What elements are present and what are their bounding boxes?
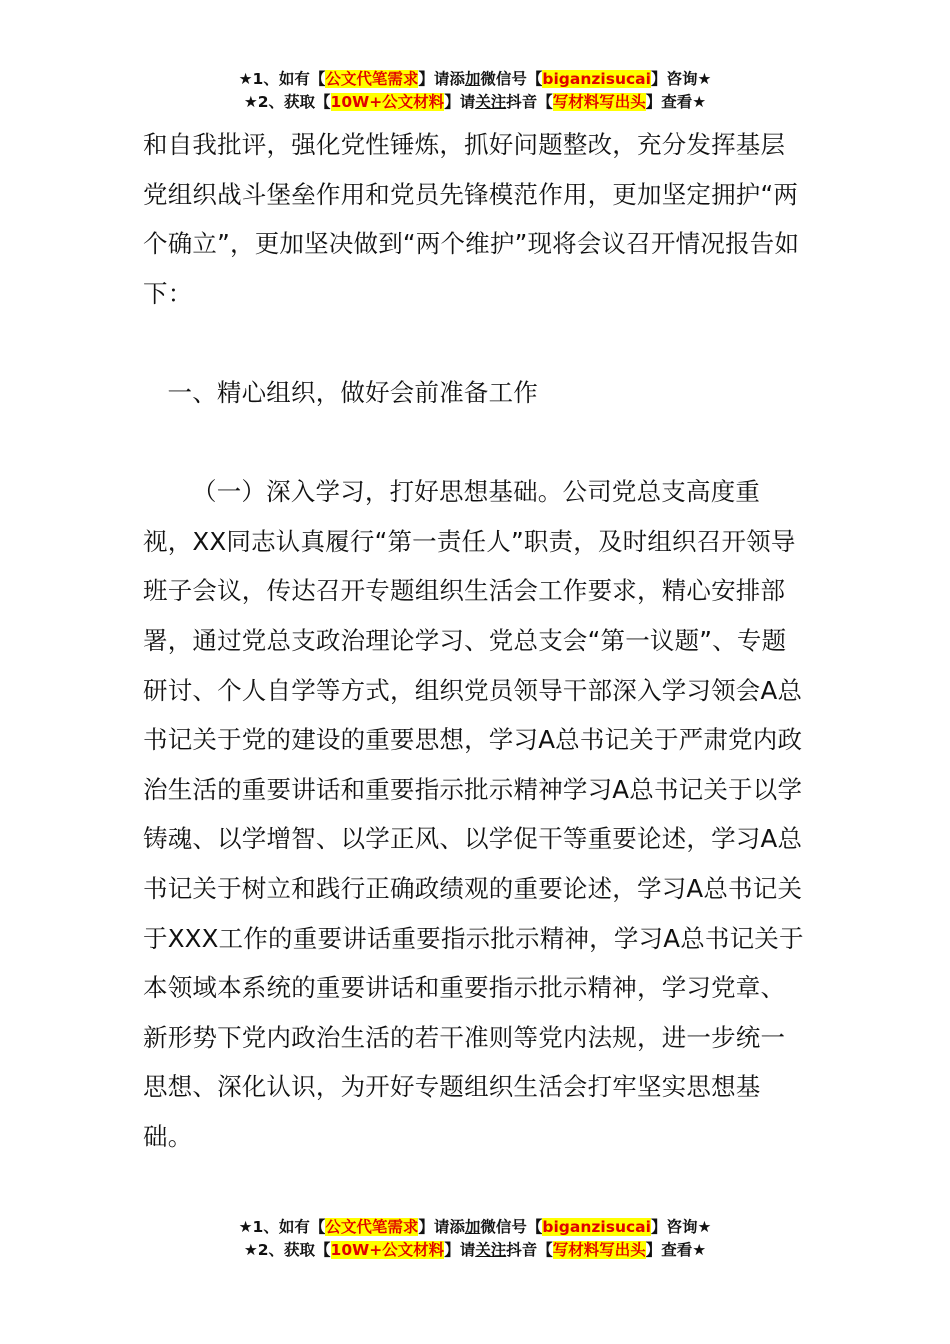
banner-line-2: ★2、获取【10W+公文材料】请关注抖音【写材料写出头】查看★ <box>243 93 707 111</box>
wechat-id-highlight: biganzisucai <box>542 70 651 88</box>
banner-line-1: ★1、如有【公文代笔需求】请添加微信号【biganzisucai】咨询★ <box>238 1218 712 1236</box>
banner-line-1: ★1、如有【公文代笔需求】请添加微信号【biganzisucai】咨询★ <box>238 70 712 88</box>
paragraph-study: （一）深入学习，打好思想基础。公司党总支高度重视，XX同志认真履行“第一责任人”职责，及时组织召开领导班子会议，传达召开专题组织生活会工作要求，精心安排部署，通过党总支政治理论学习、党总支会“第一议题”、专题研讨、个人自学等方式，组织党员领导干部深入学习领会A总书记关于党的建设的重要思想，学习A总书记关于严肃党内政治生活的重要讲话和重要指示批示精神学习A总书记关于以学铸魂、以学增智、以学正风、以学促干等重要论述，学习A总书记关于树立和践行正确政绩观的重要论述，学习A总书记关于XXX工作的重要讲话重要指示批示精神，学习A总书记关于本领域本系统的重要讲话和重要指示批示精神，学习党章、新形势下党内政治生活的若干准则等党内法规，进一步统一思想、深化认识，为开好专题组织生活会打牢坚实思想基础。 <box>143 477 804 1151</box>
material-highlight: 10W+公文材料 <box>330 1241 445 1259</box>
section-heading: 一、精心组织，做好会前准备工作 <box>167 377 538 407</box>
service-highlight: 公文代笔需求 <box>325 1218 419 1236</box>
service-highlight: 公文代笔需求 <box>325 70 419 88</box>
header-banner <box>0 68 950 114</box>
material-highlight: 10W+公文材料 <box>330 93 445 111</box>
douyin-highlight: 写材料写出头 <box>552 93 646 111</box>
footer-banner <box>0 1216 950 1262</box>
wechat-id-highlight: biganzisucai <box>542 1218 651 1236</box>
document-body <box>143 120 807 1161</box>
paragraph-continuation: 和自我批评，强化党性锤炼，抓好问题整改，充分发挥基层党组织战斗堡垒作用和党员先锋模范作用，更加坚定拥护“两个确立”，更加坚决做到“两个维护”现将会议召开情况报告如下： <box>143 130 800 308</box>
douyin-highlight: 写材料写出头 <box>552 1241 646 1259</box>
banner-line-2: ★2、获取【10W+公文材料】请关注抖音【写材料写出头】查看★ <box>243 1241 707 1259</box>
